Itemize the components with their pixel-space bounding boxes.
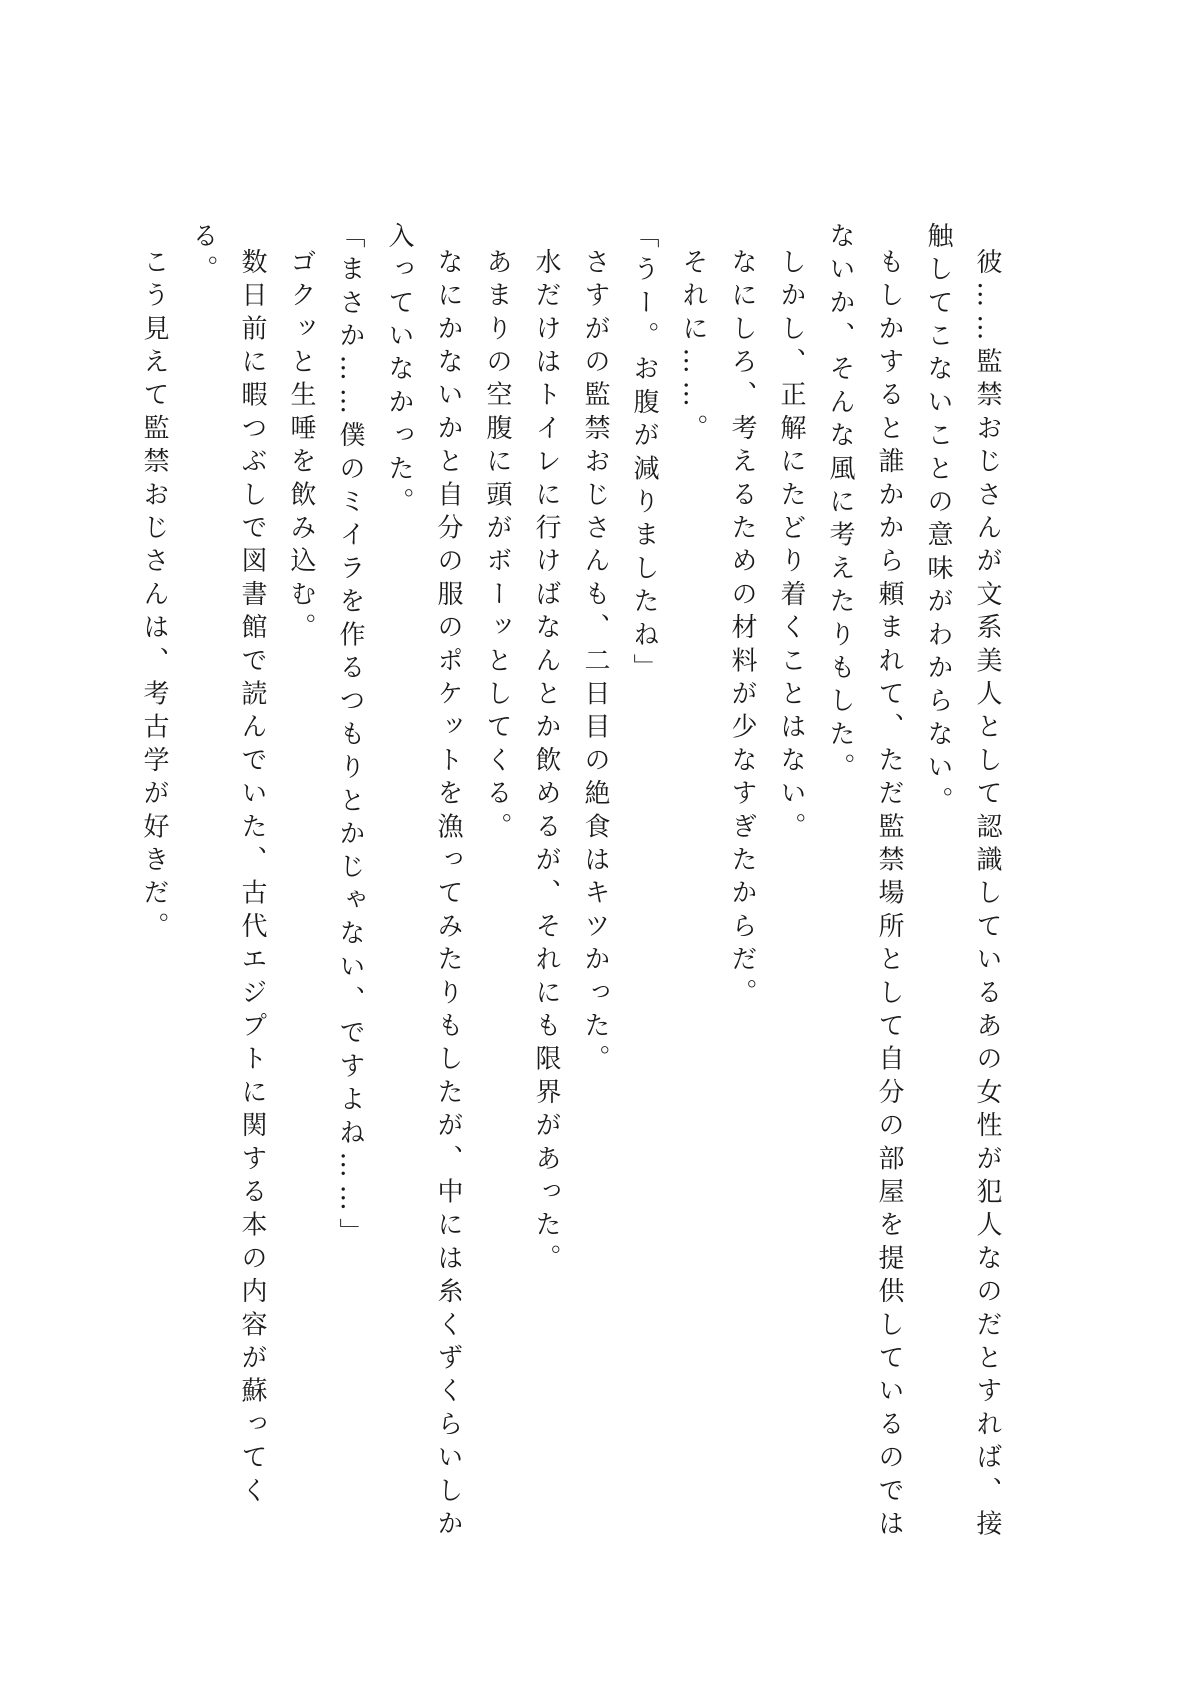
paragraph-8: あまりの空腹に頭がボーッとしてくる。 bbox=[482, 248, 512, 846]
paragraph-9: なにかないかと自分の服のポケットを漁ってみたりもしたが、中には糸くずくらいしか入っていなかった。 bbox=[384, 222, 463, 1543]
paragraph-4: なにしろ、考えるための材料が少なすぎたからだ。 bbox=[727, 248, 757, 1012]
paragraph-10: ゴクッと生唾を飲み込む。 bbox=[286, 248, 316, 647]
paragraph-6: さすがの監禁おじさんも、二日目の絶食はキツかった。 bbox=[580, 248, 610, 1078]
vertical-text-body bbox=[129, 222, 1011, 1552]
paragraph-7: 水だけはトイレに行けばなんとか飲めるが、それにも限界があった。 bbox=[531, 248, 561, 1278]
paragraph-11: 数日前に暇つぶしで図書館で読んでいた、古代エジプトに関する本の内容が蘇ってくる。 bbox=[188, 222, 267, 1510]
paragraph-12: こう見えて監禁おじさんは、考古学が好きだ。 bbox=[139, 248, 169, 946]
paragraph-1: 彼……監禁おじさんが文系美人として認識しているあの女性が犯人なのだとすれば、接触してこないことの意味がわからない。 bbox=[923, 222, 1002, 1543]
paragraph-2: もしかすると誰かから頼まれて、ただ監禁場所として自分の部屋を提供しているのではないか、そんな風に考えたりもした。 bbox=[825, 222, 904, 1543]
paragraph-5: それに……。 bbox=[678, 248, 708, 448]
dialogue-1: 「うー。お腹が減りましたね」 bbox=[629, 222, 659, 687]
dialogue-2: 「まさか……僕のミイラを作るつもりとかじゃない、ですよね……」 bbox=[335, 222, 365, 1252]
paragraph-3: しかし、正解にたどり着くことはない。 bbox=[776, 248, 806, 846]
